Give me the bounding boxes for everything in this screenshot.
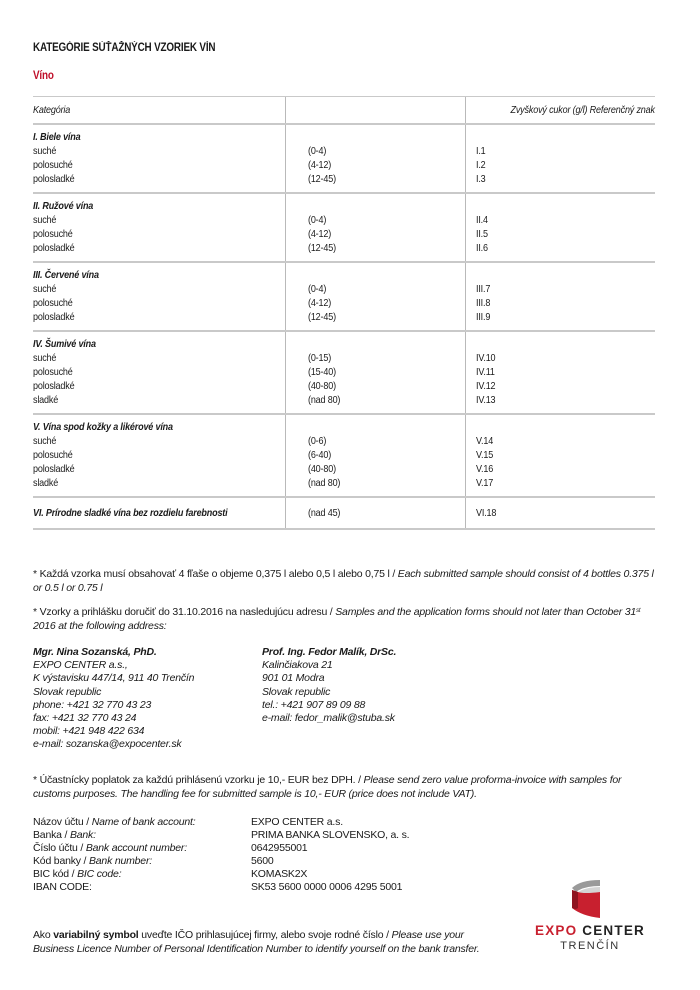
table-group [33,125,655,194]
table-group [33,263,655,332]
type-cell: suché [33,352,57,364]
reference-cell: V.14 [476,435,494,447]
table-row [33,144,655,158]
table-group [33,332,655,415]
reference-cell: I.3 [476,173,486,185]
address-line: Slovak republic [262,685,331,698]
wine-categories-table [33,96,655,530]
sugar-cell: (12-45) [308,242,336,254]
sugar-cell: (0-6) [308,435,327,447]
type-cell: suché [33,435,57,447]
address-line: EXPO CENTER a.s., [33,659,128,672]
bank-row: Číslo účtu / Bank account number: 0642955001 [33,842,308,854]
type-cell: polosuché [33,366,73,378]
contact-name: Prof. Ing. Fedor Malík, DrSc. [262,646,397,658]
type-cell: polosuché [33,159,73,171]
group-title: IV. Šumivé vína [33,338,96,350]
sugar-cell: (nad 80) [308,394,341,406]
column-header-category: Kategória [33,104,71,116]
reference-cell: V.15 [476,449,494,461]
note-bottles: * Každá vzorka musí obsahovať 4 fľaše o objeme 0,375 l alebo 0,5 l alebo 0,75 l / Each submitted sample should consist of 4 bottles 0.375 l or 0.5 l or 0.75 l [33,568,654,594]
group-title: V. Vína spod kožky a likérové vína [33,421,173,433]
reference-cell: III.9 [476,311,491,323]
phone: phone: +421 32 770 43 23 [33,698,152,711]
address-line: 901 01 Modra [262,672,325,685]
sugar-cell: (6-40) [308,449,332,461]
note-variable-symbol: Ako variabilný symbol uveďte IČO prihlasujúcej firmy, alebo svoje rodné číslo / Please use your Business Licence Number of Personal Identification Number to identify yourself on the bank transfer. [33,929,480,955]
type-cell: polosladké [33,242,75,254]
logo-mark-icon [520,878,660,922]
bank-row: Názov účtu / Name of bank account: EXPO CENTER a.s. [33,816,343,828]
page-title: KATEGÓRIE SÚŤAŽNÝCH VZORIEK VÍN [33,42,216,54]
fax: fax: +421 32 770 43 24 [33,712,137,725]
address-malik [262,646,396,725]
category-cell: VI. Prírodne sladké vína bez rozdielu farebnosti [33,507,228,519]
sugar-cell: (nad 45) [308,507,341,519]
group-title: II. Ružové vína [33,200,94,212]
logo-city: TRENČÍN [560,940,620,952]
type-cell: polosuché [33,297,73,309]
phone: tel.: +421 907 89 09 88 [262,698,366,711]
type-cell: sladké [33,477,59,489]
reference-cell: V.16 [476,463,494,475]
section-title: Víno [33,70,54,82]
table-row [33,506,655,520]
table-header [33,97,655,125]
sugar-cell: (0-15) [308,352,332,364]
reference-cell: II.6 [476,242,488,254]
address-line: Slovak republic [33,685,102,698]
type-cell: sladké [33,394,59,406]
type-cell: suché [33,214,57,226]
sugar-cell: (40-80) [308,463,336,475]
type-cell: suché [33,145,57,157]
address-sozanska [33,646,194,752]
table-row [33,393,655,407]
table-row [33,310,655,324]
address-line: Kalinčiakova 21 [262,659,333,672]
reference-cell: III.8 [476,297,491,309]
table-row [33,476,655,490]
sugar-cell: (nad 80) [308,477,341,489]
table-row [33,462,655,476]
reference-cell: III.7 [476,283,491,295]
table-row [33,213,655,227]
table-row [33,296,655,310]
note-fee: * Účastnícky poplatok za každú prihlásenú vzorku je 10,- EUR bez DPH. / Please send zero value proforma-invoice with samples for customs purposes. The handling fee for submitted sample is 10,- EUR (price does not include VAT). [33,774,622,800]
expo-center-logo [520,878,660,958]
email-link[interactable]: e-mail: sozanska@expocenter.sk [33,738,182,751]
bank-row: Kód banky / Bank number: 5600 [33,855,274,867]
table-row [33,282,655,296]
reference-cell: II.4 [476,214,488,226]
column-header-sugar-ref: Zvyškový cukor (g/l) Referenčný znak [510,104,655,116]
table-group [33,498,655,530]
sugar-cell: (4-12) [308,297,332,309]
note-deadline: * Vzorky a prihlášku doručiť do 31.10.2016 na nasledujúcu adresu / Samples and the application forms should not later than October 31st 2016 at the following address: [33,606,641,632]
table-row [33,434,655,448]
reference-cell: V.17 [476,477,494,489]
bank-row: IBAN CODE: SK53 5600 0000 0006 4295 5001 [33,881,403,893]
reference-cell: IV.12 [476,380,496,392]
table-row [33,365,655,379]
sugar-cell: (4-12) [308,228,332,240]
sugar-cell: (0-4) [308,145,327,157]
type-cell: polosladké [33,380,75,392]
table-row [33,448,655,462]
table-row [33,158,655,172]
type-cell: polosladké [33,311,75,323]
logo-wordmark: EXPO CENTER [535,923,645,938]
type-cell: polosladké [33,173,75,185]
group-title: I. Biele vína [33,131,81,143]
reference-cell: IV.10 [476,352,496,364]
contact-name: Mgr. Nina Sozanská, PhD. [33,646,157,658]
type-cell: polosuché [33,228,73,240]
table-row [33,241,655,255]
sugar-cell: (0-4) [308,283,327,295]
table-row [33,172,655,186]
reference-cell: IV.11 [476,366,495,378]
table-row [33,227,655,241]
sugar-cell: (12-45) [308,173,336,185]
type-cell: polosuché [33,449,73,461]
sugar-cell: (4-12) [308,159,332,171]
reference-cell: I.2 [476,159,486,171]
table-group [33,194,655,263]
address-line: K výstavisku 447/14, 911 40 Trenčín [33,672,195,685]
table-row [33,351,655,365]
type-cell: polosladké [33,463,75,475]
table-row [33,379,655,393]
bank-row: BIC kód / BIC code: KOMASK2X [33,868,308,880]
bank-row: Banka / Bank: PRIMA BANKA SLOVENSKO, a. s. [33,829,410,841]
group-title: III. Červené vína [33,269,99,281]
reference-cell: II.5 [476,228,488,240]
sugar-cell: (15-40) [308,366,336,378]
sugar-cell: (40-80) [308,380,336,392]
sugar-cell: (12-45) [308,311,336,323]
table-group [33,415,655,498]
reference-cell: I.1 [476,145,486,157]
reference-cell: VI.18 [476,507,497,519]
sugar-cell: (0-4) [308,214,327,226]
type-cell: suché [33,283,57,295]
email-link[interactable]: e-mail: fedor_malik@stuba.sk [262,712,395,725]
reference-cell: IV.13 [476,394,496,406]
mobile: mobil: +421 948 422 634 [33,725,145,738]
